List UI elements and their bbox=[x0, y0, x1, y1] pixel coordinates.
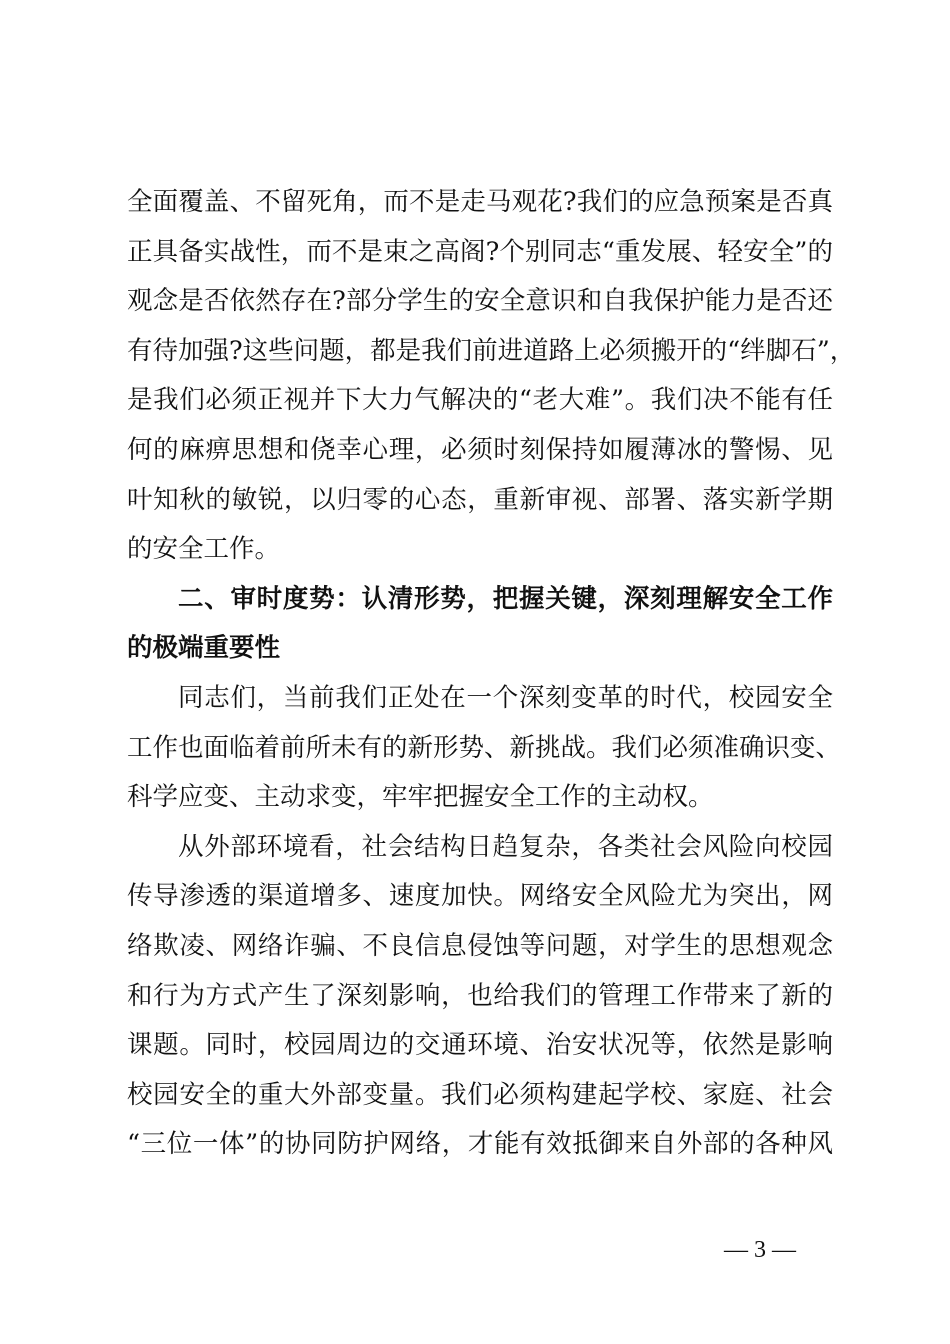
section-heading bbox=[127, 575, 833, 674]
text-line: “三位一体”的协同防护网络，才能有效抵御来自外部的各种风 bbox=[127, 1129, 833, 1160]
page-number: — 3 — bbox=[724, 1237, 796, 1263]
text-line: 正具备实战性，而不是束之高阁?个别同志“重发展、轻安全”的 bbox=[127, 236, 833, 267]
text-line: 有待加强?这些问题，都是我们前进道路上必须搬开的“绊脚石”， bbox=[127, 335, 856, 366]
text-line: 叶知秋的敏锐，以归零的心态，重新审视、部署、落实新学期 bbox=[127, 484, 833, 515]
text-line: 全面覆盖、不留死角，而不是走马观花?我们的应急预案是否真 bbox=[127, 187, 833, 217]
paragraph-continuation bbox=[127, 178, 856, 575]
text-line: 传导渗透的渠道增多、速度加快。网络安全风险尤为突出，网 bbox=[127, 881, 833, 912]
text-line: 从外部环境看，社会结构日趋复杂，各类社会风险向校园 bbox=[178, 831, 833, 862]
text-line: 是我们必须正视并下大力气解决的“老大难”。我们决不能有任 bbox=[127, 385, 833, 416]
text-line: 和行为方式产生了深刻影响，也给我们的管理工作带来了新的 bbox=[127, 980, 833, 1011]
document-body bbox=[127, 178, 856, 1170]
paragraph bbox=[127, 674, 842, 823]
text-line: 同志们，当前我们正处在一个深刻变革的时代，校园安全 bbox=[178, 682, 833, 713]
text-line: 何的麻痹思想和侥幸心理，必须时刻保持如履薄冰的警惕、见 bbox=[127, 434, 833, 465]
paragraph bbox=[127, 823, 833, 1170]
text-line: 络欺凌、网络诈骗、不良信息侵蚀等问题，对学生的思想观念 bbox=[127, 930, 833, 961]
text-line: 课题。同时，校园周边的交通环境、治安状况等，依然是影响 bbox=[127, 1030, 833, 1061]
heading-line: 的极端重要性 bbox=[127, 633, 281, 664]
text-line: 的安全工作。 bbox=[127, 534, 281, 565]
text-line: 工作也面临着前所未有的新形势、新挑战。我们必须准确识变、 bbox=[127, 732, 842, 763]
text-line: 观念是否依然存在?部分学生的安全意识和自我保护能力是否还 bbox=[127, 286, 833, 317]
heading-line: 二、审时度势：认清形势，把握关键，深刻理解安全工作 bbox=[178, 583, 833, 614]
text-line: 校园安全的重大外部变量。我们必须构建起学校、家庭、社会 bbox=[127, 1079, 833, 1110]
text-line: 科学应变、主动求变，牢牢把握安全工作的主动权。 bbox=[127, 782, 714, 813]
